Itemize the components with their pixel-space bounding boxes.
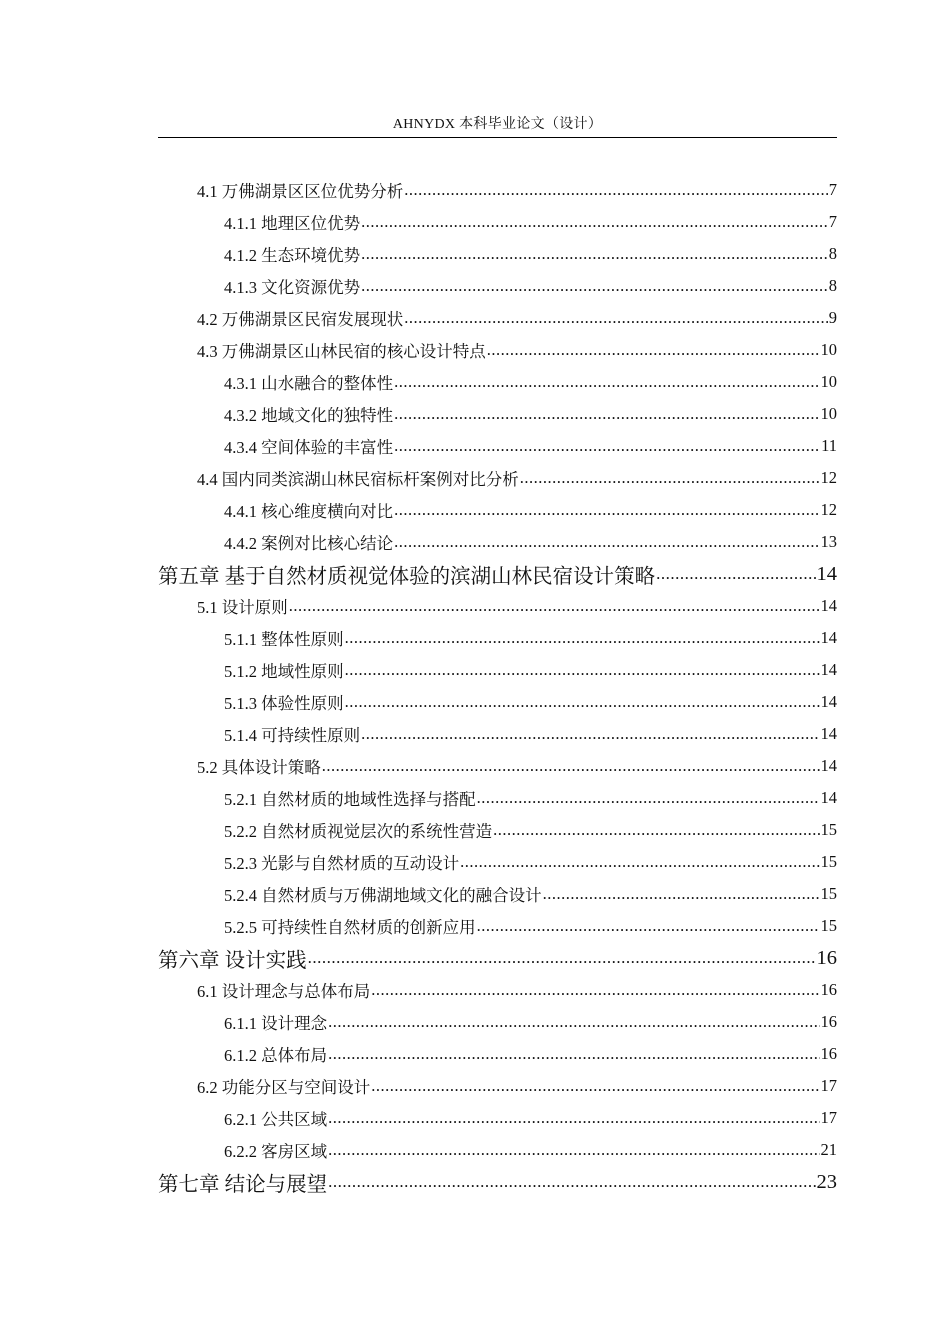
toc-entry[interactable] xyxy=(0,174,950,206)
toc-entry-title: 5.1.1 整体性原则 xyxy=(224,630,344,649)
toc-entry-title: 4.1.3 文化资源优势 xyxy=(224,278,361,297)
toc-entry-page-number: 16 xyxy=(820,1044,837,1063)
toc-dot-leader xyxy=(371,980,819,1000)
toc-dot-leader xyxy=(328,1140,819,1160)
toc-entry-title: 6.1.2 总体布局 xyxy=(224,1046,328,1065)
toc-entry[interactable] xyxy=(0,942,950,974)
toc-entry-title: 4.3.1 山水融合的整体性 xyxy=(224,374,394,393)
toc-entry[interactable] xyxy=(0,238,950,270)
toc-dot-leader xyxy=(656,564,815,584)
toc-entry-page-number: 10 xyxy=(820,372,837,391)
toc-dot-leader xyxy=(361,276,828,296)
toc-dot-leader xyxy=(345,692,820,712)
toc-entry[interactable] xyxy=(0,654,950,686)
toc-entry-page-number: 14 xyxy=(820,692,837,711)
toc-entry[interactable] xyxy=(0,814,950,846)
toc-entry-page-number: 17 xyxy=(820,1076,837,1095)
toc-dot-leader xyxy=(394,532,819,552)
toc-entry-title: 4.4.1 核心维度横向对比 xyxy=(224,502,394,521)
toc-dot-leader xyxy=(404,308,828,328)
toc-dot-leader xyxy=(477,916,820,936)
toc-dot-leader xyxy=(289,596,820,616)
toc-entry-page-number: 16 xyxy=(816,946,837,969)
toc-dot-leader xyxy=(361,212,828,232)
toc-entry[interactable] xyxy=(0,366,950,398)
toc-entry[interactable] xyxy=(0,1134,950,1166)
toc-entry-title: 5.1.3 体验性原则 xyxy=(224,694,344,713)
toc-entry-title: 4.3.2 地域文化的独特性 xyxy=(224,406,394,425)
toc-dot-leader xyxy=(361,244,828,264)
toc-entry-page-number: 23 xyxy=(816,1170,837,1193)
toc-entry-title: 第五章 基于自然材质视觉体验的滨湖山林民宿设计策略 xyxy=(158,566,656,588)
toc-entry[interactable] xyxy=(0,1006,950,1038)
toc-entry-page-number: 15 xyxy=(820,820,837,839)
toc-entry-title: 5.2.3 光影与自然材质的互动设计 xyxy=(224,854,460,873)
toc-entry-page-number: 16 xyxy=(820,1012,837,1031)
toc-entry[interactable] xyxy=(0,526,950,558)
toc-entry-page-number: 14 xyxy=(820,628,837,647)
toc-entry-title: 6.2 功能分区与空间设计 xyxy=(197,1078,371,1097)
toc-entry[interactable] xyxy=(0,782,950,814)
toc-entry-title: 6.1.1 设计理念 xyxy=(224,1014,328,1033)
table-of-contents xyxy=(0,174,950,1198)
toc-entry[interactable] xyxy=(0,750,950,782)
toc-entry-title: 4.3.4 空间体验的丰富性 xyxy=(224,438,394,457)
toc-entry-title: 5.2.5 可持续性自然材质的创新应用 xyxy=(224,918,476,937)
toc-dot-leader xyxy=(328,1044,819,1064)
toc-entry-title: 6.2.1 公共区域 xyxy=(224,1110,328,1129)
toc-dot-leader xyxy=(487,340,820,360)
toc-entry-page-number: 21 xyxy=(820,1140,837,1159)
toc-entry[interactable] xyxy=(0,430,950,462)
toc-entry-title: 5.2 具体设计策略 xyxy=(197,758,321,777)
toc-dot-leader xyxy=(460,852,819,872)
toc-entry[interactable] xyxy=(0,718,950,750)
toc-entry-page-number: 14 xyxy=(820,788,837,807)
toc-dot-leader xyxy=(543,884,820,904)
toc-entry-title: 5.1.2 地域性原则 xyxy=(224,662,344,681)
toc-entry[interactable] xyxy=(0,846,950,878)
toc-dot-leader xyxy=(404,180,828,200)
toc-entry-title: 4.1.2 生态环境优势 xyxy=(224,246,361,265)
toc-entry[interactable] xyxy=(0,1038,950,1070)
toc-entry[interactable] xyxy=(0,270,950,302)
toc-entry-title: 5.1 设计原则 xyxy=(197,598,288,617)
toc-entry-page-number: 14 xyxy=(820,596,837,615)
toc-dot-leader xyxy=(394,372,819,392)
toc-entry-title: 5.2.2 自然材质视觉层次的系统性营造 xyxy=(224,822,493,841)
toc-entry-page-number: 7 xyxy=(828,212,837,231)
toc-dot-leader xyxy=(371,1076,819,1096)
toc-entry[interactable] xyxy=(0,590,950,622)
toc-entry-title: 第七章 结论与展望 xyxy=(158,1174,328,1196)
toc-entry-title: 4.4.2 案例对比核心结论 xyxy=(224,534,394,553)
toc-dot-leader xyxy=(477,788,820,808)
toc-entry-title: 4.1.1 地理区位优势 xyxy=(224,214,361,233)
toc-entry[interactable] xyxy=(0,974,950,1006)
toc-entry[interactable] xyxy=(0,462,950,494)
toc-dot-leader xyxy=(328,1012,819,1032)
toc-entry-page-number: 16 xyxy=(820,980,837,999)
toc-entry-title: 4.3 万佛湖景区山林民宿的核心设计特点 xyxy=(197,342,486,361)
toc-entry[interactable] xyxy=(0,1070,950,1102)
toc-entry[interactable] xyxy=(0,686,950,718)
toc-dot-leader xyxy=(345,628,820,648)
toc-dot-leader xyxy=(394,500,819,520)
toc-entry-page-number: 12 xyxy=(820,468,837,487)
toc-entry[interactable] xyxy=(0,910,950,942)
toc-entry[interactable] xyxy=(0,558,950,590)
toc-dot-leader xyxy=(328,1108,819,1128)
toc-dot-leader xyxy=(394,404,819,424)
toc-entry-title: 第六章 设计实践 xyxy=(158,950,307,972)
toc-dot-leader xyxy=(520,468,820,488)
toc-entry-page-number: 10 xyxy=(820,340,837,359)
toc-dot-leader xyxy=(493,820,819,840)
toc-entry-page-number: 15 xyxy=(820,884,837,903)
toc-entry-page-number: 10 xyxy=(820,404,837,423)
toc-entry-title: 6.2.2 客房区域 xyxy=(224,1142,328,1161)
toc-entry-page-number: 15 xyxy=(820,852,837,871)
toc-entry-page-number: 14 xyxy=(820,660,837,679)
toc-entry-page-number: 15 xyxy=(820,916,837,935)
toc-entry[interactable] xyxy=(0,302,950,334)
toc-entry[interactable] xyxy=(0,494,950,526)
toc-entry-page-number: 12 xyxy=(820,500,837,519)
toc-dot-leader xyxy=(328,1172,815,1192)
toc-entry-page-number: 7 xyxy=(828,180,837,199)
toc-dot-leader xyxy=(345,660,820,680)
toc-dot-leader xyxy=(308,948,816,968)
toc-entry-title: 4.1 万佛湖景区区位优势分析 xyxy=(197,182,404,201)
toc-dot-leader xyxy=(322,756,820,776)
toc-entry-page-number: 11 xyxy=(821,436,837,455)
toc-entry-page-number: 14 xyxy=(816,562,837,585)
toc-entry-title: 4.2 万佛湖景区民宿发展现状 xyxy=(197,310,404,329)
toc-entry-title: 5.2.1 自然材质的地域性选择与搭配 xyxy=(224,790,476,809)
page-header: AHNYDX 本科毕业论文（设计） xyxy=(158,114,837,138)
toc-entry-page-number: 17 xyxy=(820,1108,837,1127)
toc-entry[interactable] xyxy=(0,1166,950,1198)
toc-dot-leader xyxy=(361,724,819,744)
toc-entry-page-number: 13 xyxy=(820,532,837,551)
toc-entry[interactable] xyxy=(0,622,950,654)
toc-entry[interactable] xyxy=(0,878,950,910)
toc-entry[interactable] xyxy=(0,334,950,366)
toc-dot-leader xyxy=(394,436,820,456)
toc-entry-title: 5.2.4 自然材质与万佛湖地域文化的融合设计 xyxy=(224,886,542,905)
toc-entry-page-number: 14 xyxy=(820,756,837,775)
toc-entry-page-number: 8 xyxy=(828,276,837,295)
toc-entry[interactable] xyxy=(0,1102,950,1134)
toc-entry[interactable] xyxy=(0,398,950,430)
toc-entry-title: 5.1.4 可持续性原则 xyxy=(224,726,361,745)
toc-entry-page-number: 8 xyxy=(828,244,837,263)
toc-entry[interactable] xyxy=(0,206,950,238)
toc-entry-page-number: 14 xyxy=(820,724,837,743)
toc-entry-page-number: 9 xyxy=(828,308,837,327)
toc-entry-title: 4.4 国内同类滨湖山林民宿标杆案例对比分析 xyxy=(197,470,519,489)
toc-entry-title: 6.1 设计理念与总体布局 xyxy=(197,982,371,1001)
